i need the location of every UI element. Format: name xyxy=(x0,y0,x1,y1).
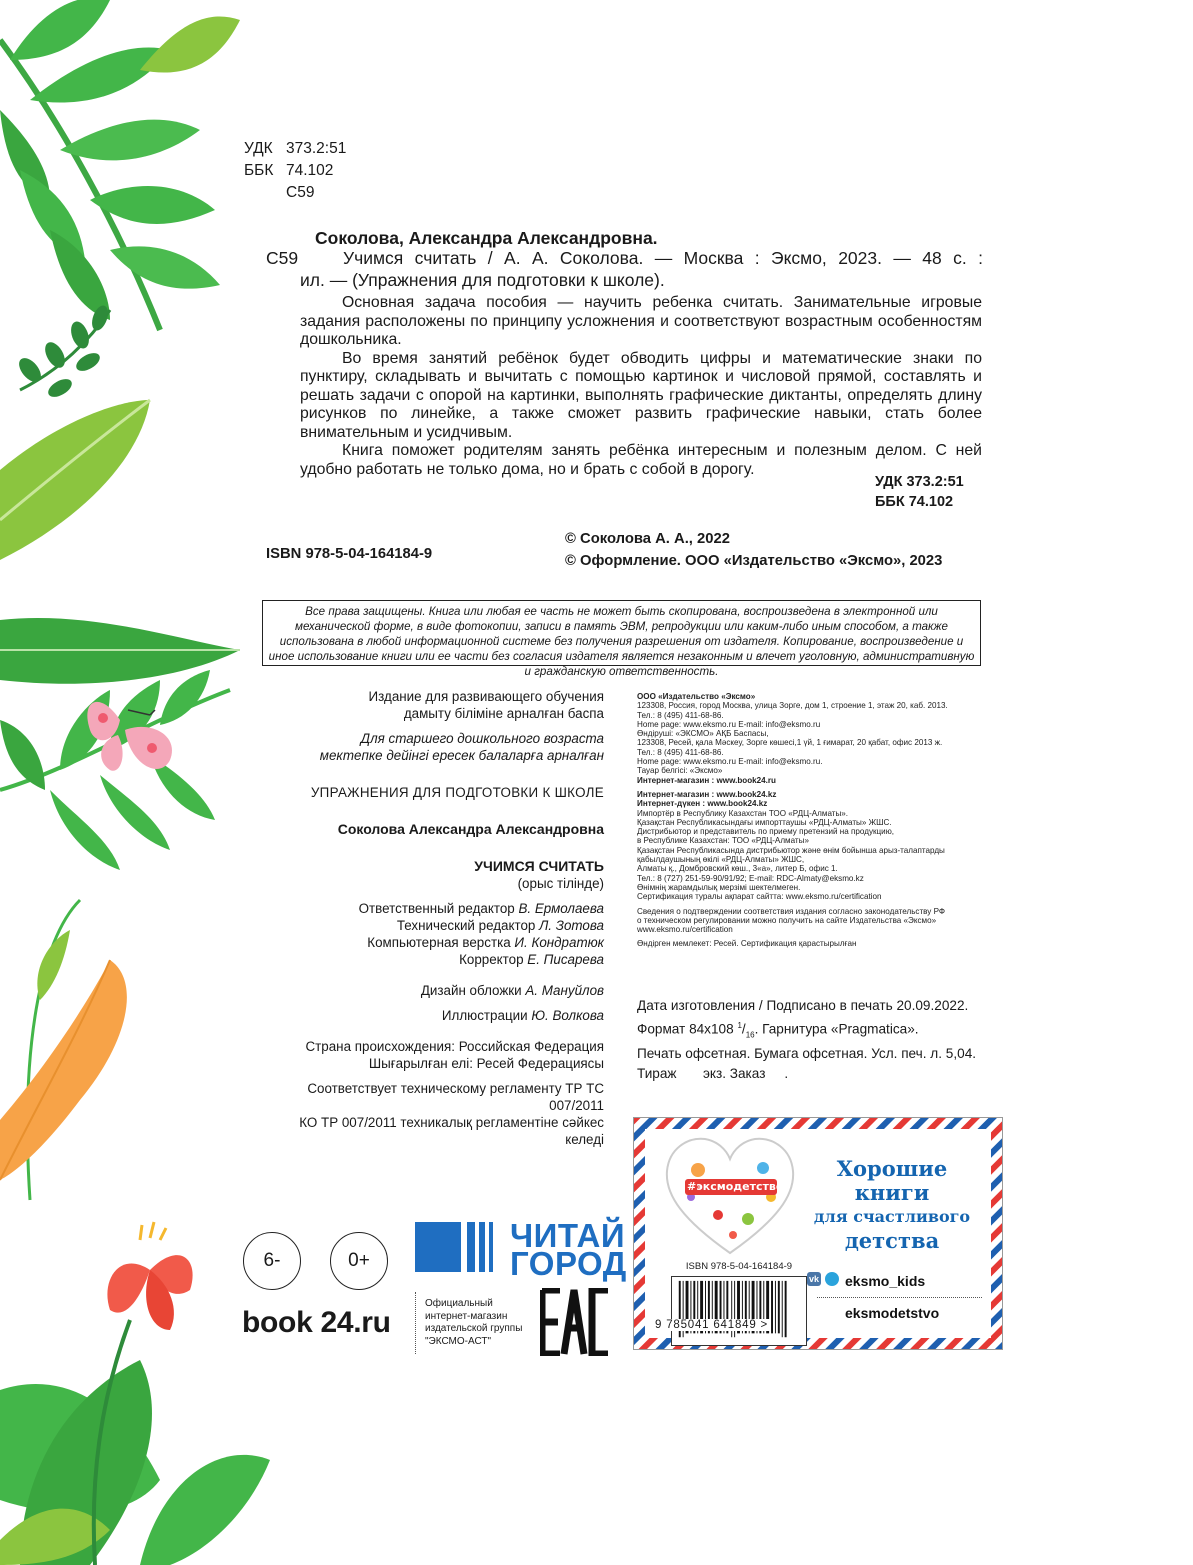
pub-line-23: о техническом регулировании можно получить на сайте Издательства «Эксмо» xyxy=(637,915,937,925)
chitai-word: ЧИТАЙ xyxy=(510,1217,626,1254)
author-code: С59 xyxy=(286,184,315,201)
annotation-p1: Основная задача пособия — научить ребенка считать. Занимательные игровые задания расположены по принципу усложнения и соответствуют возрастным особенностям дошкольника. xyxy=(300,294,982,348)
barcode-number: 9 785041 641849 > xyxy=(655,1319,769,1331)
barcode-icon xyxy=(671,1276,807,1346)
gorod-word: ГОРОД xyxy=(510,1245,627,1282)
udk-label: УДК xyxy=(244,140,273,157)
telegram-icon xyxy=(825,1272,839,1286)
credit-editor-label: Ответственный редактор xyxy=(358,901,515,916)
pub-line-17: қабылдаушының өкілі «РДЦ-Алматы» ЖШС, xyxy=(637,855,805,865)
bottom-plant xyxy=(0,1320,270,1565)
print-format-sub: 16 xyxy=(745,1029,755,1039)
credit-cover-label: Дизайн обложки xyxy=(420,983,522,998)
eksmo-kids-handle: eksmo_kids xyxy=(845,1273,926,1289)
official-line3: издательской группы xyxy=(425,1323,523,1334)
palm-leaf-top xyxy=(0,0,240,330)
chitai-gorod-logo-mark xyxy=(415,1222,493,1272)
pub-line-18: Алматы қ., Домбровский көш., 3«а», литер Б, офис 1. xyxy=(637,864,838,874)
credit-layout xyxy=(258,934,604,951)
credit-proof-label: Корректор xyxy=(459,952,524,967)
pub-line-4: Өндіруші: «ЭКСМО» АҚБ Баспасы, xyxy=(637,729,769,739)
chitai-gorod-logo-text xyxy=(510,1217,627,1282)
credit-tech xyxy=(258,917,604,934)
origin-ru: Страна происхождения: Российская Федерация xyxy=(305,1039,604,1054)
pub-line-21: Сертификация туралы ақпарат сайтта: www.eksmo.ru/certification xyxy=(637,892,882,902)
hashtag-label: #эксмодетство xyxy=(687,1180,784,1193)
age-rating-6: 6- xyxy=(243,1232,301,1290)
publisher-info xyxy=(637,692,987,949)
print-run: Тираж экз. Заказ . xyxy=(637,1065,789,1081)
udk-right-block xyxy=(875,472,964,512)
age-ru: Для старшего дошкольного возраста xyxy=(360,731,604,746)
eac-icon xyxy=(540,1288,610,1356)
record-author: Соколова, Александра Александровна. xyxy=(315,228,658,248)
annotation-p3: Книга поможет родителям занять ребёнка интересным и полезным делом. С ней удобно работать не только дома, но и брать с собой в дорогу. xyxy=(300,442,982,478)
slogan-line3: для счастливого xyxy=(813,1207,971,1226)
age-kz: мектепке дейінгі ересек балаларға арналған xyxy=(319,748,604,763)
credit-cover xyxy=(258,982,604,999)
print-format xyxy=(637,1016,976,1045)
print-format-a: Формат 84x108 xyxy=(637,1021,738,1037)
age-rating-0: 0+ xyxy=(330,1232,388,1290)
udk-block xyxy=(244,138,346,204)
credit-tech-label: Технический редактор xyxy=(396,918,536,933)
rights-notice: Все права защищены. Книга или любая ее часть не может быть скопирована, воспроизведена в электронной или механической форме, в виде фотокопии, записи в память ЭВМ, репродукции или каким-либо иным способом, а также использована в любой информационной системе без получения разрешения от издателя. Копирование, воспроизведение и иное использование книги или ее части без согласия издателя является незаконным и влечет уголовную, административную и гражданскую ответственность. xyxy=(262,600,981,666)
red-flower xyxy=(107,1222,192,1330)
credit-proof-name: Е. Писарева xyxy=(527,952,604,967)
eksmo-kids-envelope xyxy=(633,1117,1003,1350)
record-title-line: Учимся считать / А. А. Соколова. — Москва : Эксмо, 2023. — 48 с. : xyxy=(343,248,983,268)
credit-proof xyxy=(258,951,604,968)
series-name: УПРАЖНЕНИЯ ДЛЯ ПОДГОТОВКИ К ШКОЛЕ xyxy=(310,785,604,800)
bbk-right: ББК 74.102 xyxy=(875,494,954,510)
pub-line-8: Тауар белгісі: «Эксмо» xyxy=(637,766,723,776)
pub-line-24: www.eksmo.ru/certification xyxy=(637,925,733,935)
record-title-line2: ил. — (Упражнения для подготовки к школе). xyxy=(300,270,665,290)
credit-layout-name: И. Кондратюк xyxy=(514,935,604,950)
pub-line-16: Қазақстан Республикасында дистрибьютор және өнім бойынша арыз-талаптарды xyxy=(637,845,945,855)
handle-divider xyxy=(817,1297,982,1298)
pub-line-25: Өндірген мемлекет: Ресей. Сертификация қарастырылған xyxy=(637,939,857,949)
imprint-author: Соколова Александра Александровна xyxy=(337,821,604,837)
pub-line-0: ООО «Издательство «Эксмо» xyxy=(637,692,756,701)
pub-line-9: Интернет-магазин : www.book24.ru xyxy=(637,775,777,785)
edition-ru: Издание для развивающего обучения xyxy=(368,689,604,704)
envelope-body xyxy=(645,1129,991,1338)
good-books-slogan xyxy=(797,1157,987,1253)
annotation-p2: Во время занятий ребёнок будет обводить цифры и математические знаки по пунктиру, складывать и вычитать с помощью картинок и числовой прямой, составлять и решать задачи с опорой на картинки, выполнять графические диктанты, определять длину рисунков по линейке, а также сможет развить графические навыки, стать более внимательным и усидчивым. xyxy=(300,349,982,441)
print-format-slash: / xyxy=(741,1021,746,1037)
official-line4: "ЭКСМО-АСТ" xyxy=(425,1335,491,1347)
pub-line-19: Тел.: 8 (727) 251-59-90/91/92; E-mail: RDC-Almaty@eksmo.kz xyxy=(637,873,864,883)
imprint-left-column xyxy=(258,688,604,1148)
vine-sprig xyxy=(15,303,111,400)
pub-line-5: 123308, Ресей, қала Мәскеу, Зорге көшесі,1 үй, 1 ғимарат, 20 қабат, офис 2013 ж. xyxy=(637,738,943,748)
pub-line-12: Импортёр в Республику Казахстан ТОО «РДЦ-Алматы». xyxy=(637,808,849,818)
eac-mark xyxy=(540,1288,610,1356)
bbk-value: 74.102 xyxy=(286,162,334,179)
pub-line-7: Home page: www.eksmo.ru E-mail: info@eksmo.ru. xyxy=(637,757,823,767)
orange-leaf xyxy=(0,960,127,1180)
record-code: С59 xyxy=(266,248,299,268)
credit-editor xyxy=(258,900,604,917)
butterfly-illustration xyxy=(87,702,172,771)
credit-tech-name: Л. Зотова xyxy=(539,918,604,933)
print-format-sup: 1 xyxy=(737,1020,742,1030)
barcode-isbn: ISBN 978-5-04-164184-9 xyxy=(685,1261,793,1272)
pub-line-3: Home page: www.eksmo.ru E-mail: info@eksmo.ru xyxy=(637,719,821,729)
slogan-line2: книги xyxy=(854,1180,930,1205)
pub-line-15: в Республике Казахстан: ТОО «РДЦ-Алматы» xyxy=(637,836,809,846)
vk-icon: vk xyxy=(808,1274,819,1284)
imprint-language: (орыс тілінде) xyxy=(517,876,604,891)
eksmodetstvo-handle: eksmodetstvo xyxy=(845,1305,940,1321)
official-line2: интернет-магазин xyxy=(425,1310,508,1322)
logo-divider xyxy=(415,1292,417,1354)
striped-leaf xyxy=(0,618,240,684)
imprint-title: УЧИМСЯ СЧИТАТЬ xyxy=(474,858,604,874)
isbn: ISBN 978-5-04-164184-9 xyxy=(266,546,433,562)
slogan-line1: Хорошие xyxy=(836,1156,948,1181)
print-format-b: . Гарнитура «Pragmatica». xyxy=(754,1021,919,1037)
fern-leaf xyxy=(0,670,230,870)
pub-line-13: Қазақстан Республикасындағы импорттаушы «РДЦ-Алматы» ЖШС. xyxy=(637,817,892,827)
print-info xyxy=(637,996,976,1083)
pub-line-11: Интернет-дүкен : www.book24.kz xyxy=(637,799,768,809)
pub-line-14: Дистрибьютор и представитель по приему претензий на продукцию, xyxy=(637,827,895,837)
bbk-label: ББК xyxy=(244,162,274,179)
credit-illus xyxy=(258,1007,604,1024)
pub-line-20: Өнімнің жарамдылық мерзімі шектелмеген. xyxy=(637,882,801,892)
copyright-design: © Оформление. ООО «Издательство «Эксмо», 2023 xyxy=(565,553,943,569)
grass-stem xyxy=(27,900,80,1200)
copyright-block xyxy=(565,528,942,572)
credit-layout-label: Компьютерная верстка xyxy=(367,935,511,950)
pub-line-2: Тел.: 8 (495) 411-68-86. xyxy=(637,710,724,720)
origin-kz: Шығарылған елі: Ресей Федерациясы xyxy=(368,1056,604,1071)
print-date: Дата изготовления / Подписано в печать 20.09.2022. xyxy=(637,998,969,1013)
pub-line-1: 123308, Россия, город Москва, улица Зорге, дом 1, строение 1, этаж 20, каб. 2013. xyxy=(637,701,948,711)
credit-cover-name: А. Мануйлов xyxy=(525,983,604,998)
credit-editor-name: В. Ермолаева xyxy=(518,901,604,916)
print-paper: Печать офсетная. Бумага офсетная. Усл. печ. л. 5,04. xyxy=(637,1046,977,1062)
regulation-kz: КО ТР 007/2011 техникалық регламентіне сәйкес келеді xyxy=(299,1115,604,1147)
udk-value: 373.2:51 xyxy=(286,140,347,157)
udk-right: УДК 373.2:51 xyxy=(875,474,964,490)
wide-leaf xyxy=(0,400,150,560)
book24-logo: book 24.ru xyxy=(242,1306,391,1339)
official-line1: Официальный xyxy=(425,1298,493,1309)
pub-line-6: Тел.: 8 (495) 411-68-86. xyxy=(637,747,724,757)
slogan-line4: детства xyxy=(844,1228,940,1253)
pub-line-10: Интернет-магазин : www.book24.kz xyxy=(637,789,777,799)
copyright-author: © Соколова А. А., 2022 xyxy=(565,531,730,547)
annotation xyxy=(300,294,982,479)
pub-line-22: Сведения о подтверждении соответствия издания согласно законодательству РФ xyxy=(637,906,946,916)
credit-illus-label: Иллюстрации xyxy=(441,1008,528,1023)
credit-illus-name: Ю. Волкова xyxy=(531,1008,604,1023)
heart-icon xyxy=(663,1135,798,1257)
edition-kz: дамыту біліміне арналған баспа xyxy=(403,706,604,721)
official-store-note xyxy=(425,1298,522,1348)
regulation-ru: Соответствует техническому регламенту ТР ТС 007/2011 xyxy=(307,1081,604,1113)
